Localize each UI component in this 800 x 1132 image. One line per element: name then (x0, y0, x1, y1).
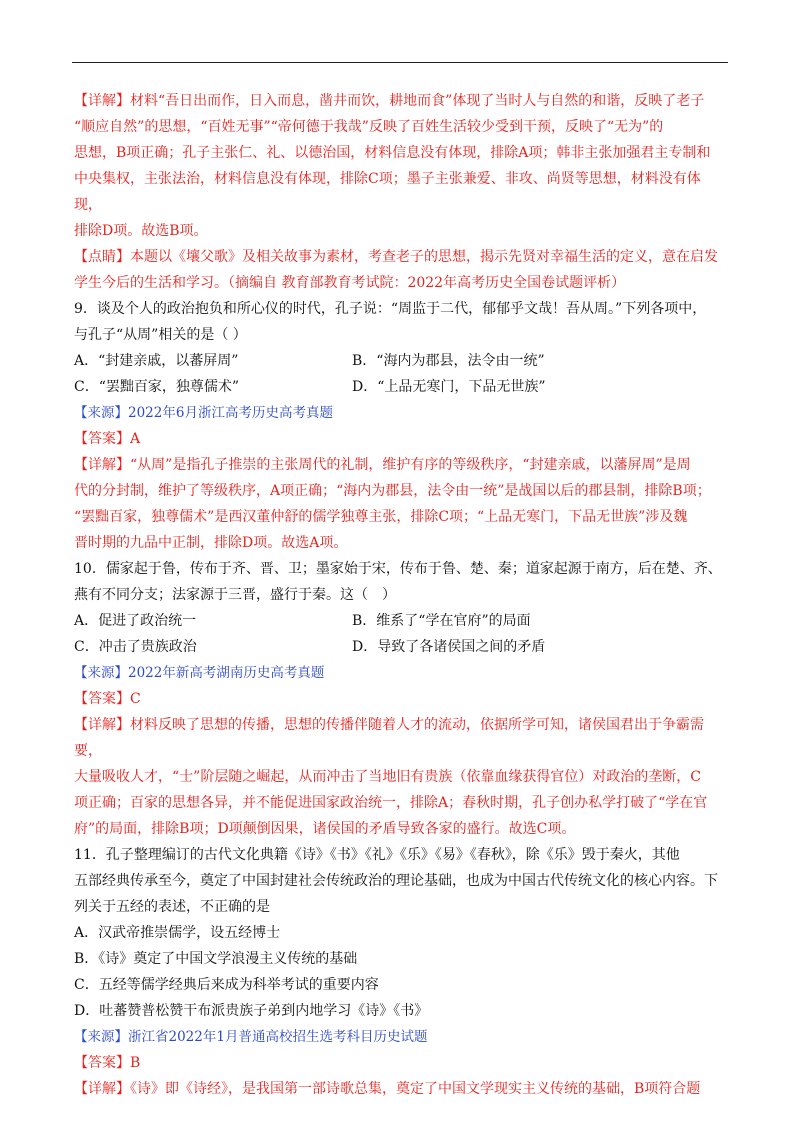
text-line: 府”的局面，排除B项；D项颠倒因果，诸侯国的矛盾导致各家的盛行。故选C项。 (74, 821, 576, 837)
text-line: 【详解】“从周”是指孔子推崇的主张周代的礼制，维护有序的等级秩序，“封建亲戚，以藩屏周”是周 (74, 457, 691, 473)
header-rule (72, 62, 728, 63)
option-b: B．“海内为郡县，法令由一统” (352, 353, 545, 369)
question-9 (74, 296, 728, 556)
question-stem: 燕有不同分支；法家源于三晋，盛行于秦。这（ ） (74, 587, 396, 603)
text-line: 项正确；百家的思想各异，并不能促进国家政治统一，排除A；春秋时期，孔子创办私学打破了“学在官 (74, 795, 708, 811)
text-line: 代的分封制，维护了等级秩序，A项正确；“海内为郡县，法令由一统”是战国以后的郡县制，排除B项； (74, 483, 711, 499)
question-stem: 与孔子“从周”相关的是（ ） (74, 327, 247, 343)
option-a: A．汉武帝推崇儒学，设五经博士 (74, 925, 281, 941)
question-stem: 五部经典传承至今，奠定了中国封建社会传统政治的理论基础，也成为中国古代传统文化的核心内容。下 (74, 873, 718, 889)
q8-comment (74, 244, 728, 296)
text-line: 晋时期的九品中正制，排除D项。故选A项。 (74, 535, 348, 551)
option-d: D．“上品无寒门，下品无世族” (352, 379, 546, 395)
option-c: C．五经等儒学经典后来成为科举考试的重要内容 (74, 977, 379, 993)
question-11 (74, 842, 728, 1102)
text-line: 大量吸收人才，“士”阶层随之崛起，从而冲击了当地旧有贵族（依靠血缘获得官位）对政治的垄断，C (74, 769, 702, 785)
option-row (74, 608, 728, 634)
text-line: 【详解】材料“吾日出而作，日入而息，凿井而饮，耕地而食”体现了当时人与自然的和谐，反映了老子 (74, 93, 705, 109)
text-line: 【点睛】本题以《壤父歌》及相关故事为素材，考查老子的思想，揭示先贤对幸福生活的定义，意在启发 (74, 249, 718, 265)
text-line: “罢黜百家，独尊儒术”是西汉董仲舒的儒学独尊主张，排除C项；“上品无寒门，下品无世族”涉及魏 (74, 509, 688, 525)
option-row (74, 374, 728, 400)
question-stem: 9．谈及个人的政治抱负和所心仪的时代，孔子说：“周监于二代，郁郁乎文哉！吾从周。”下列各项中， (74, 301, 707, 317)
option-b: B．《诗》奠定了中国文学浪漫主义传统的基础 (74, 951, 358, 967)
source-label: 【来源】浙江省2022年1月普通高校招生选考科目历史试题 (74, 1029, 428, 1045)
text-line: 思想，B项正确；孔子主张仁、礼、以德治国，材料信息没有体现，排除A项；韩非主张加强君主专制和 (74, 145, 711, 161)
option-c: C．“罢黜百家，独尊儒术” (74, 379, 240, 395)
option-d: D．导致了各诸侯国之间的矛盾 (352, 639, 546, 655)
text-line: 排除D项。故选B项。 (74, 223, 208, 239)
option-row (74, 348, 728, 374)
option-c: C．冲击了贵族政治 (74, 639, 197, 655)
text-line: 学生今后的生活和学习。（摘编自 教育部教育考试院：2022年高考历史全国卷试题评析） (74, 275, 626, 291)
text-line: 【详解】材料反映了思想的传播，思想的传播伴随着人才的流动，依据所学可知，诸侯国君出于争霸需要， (74, 717, 704, 759)
source-label: 【来源】2022年新高考湖南历史高考真题 (74, 665, 325, 681)
option-a: A．促进了政治统一 (74, 613, 197, 629)
page-content (74, 88, 728, 1102)
answer-label: 【答案】B (74, 1055, 141, 1071)
answer-label: 【答案】C (74, 691, 141, 707)
option-d: D．吐蕃赞普松赞干布派贵族子弟到内地学习《诗》《书》 (74, 1003, 429, 1019)
option-b: B．维系了“学在官府”的局面 (352, 613, 531, 629)
question-stem: 11．孔子整理编订的古代文化典籍《诗》《书》《礼》《乐》《易》《春秋》，除《乐》毁于秦火，其他 (74, 847, 680, 863)
answer-label: 【答案】A (74, 431, 141, 447)
text-line: “顺应自然”的思想，“百姓无事”“帝何德于我哉”反映了百姓生活较少受到干预，反映了“无为”的 (74, 119, 664, 135)
source-label: 【来源】2022年6月浙江高考历史高考真题 (74, 405, 333, 421)
question-stem: 10．儒家起于鲁，传布于齐、晋、卫；墨家始于宋，传布于鲁、楚、秦；道家起源于南方，后在楚、齐、 (74, 561, 722, 577)
question-stem: 列关于五经的表述，不正确的是 (74, 899, 270, 915)
text-line: 中央集权，主张法治，材料信息没有体现，排除C项；墨子主张兼爱、非攻、尚贤等思想，材料没有体现， (74, 171, 701, 213)
option-a: A．“封建亲戚，以蕃屏周” (74, 353, 239, 369)
text-line: 【详解】《诗》即《诗经》，是我国第一部诗歌总集，奠定了中国文学现实主义传统的基础，B项符合题 (74, 1081, 701, 1097)
question-10 (74, 556, 728, 842)
q8-explanation (74, 88, 728, 244)
option-row (74, 634, 728, 660)
